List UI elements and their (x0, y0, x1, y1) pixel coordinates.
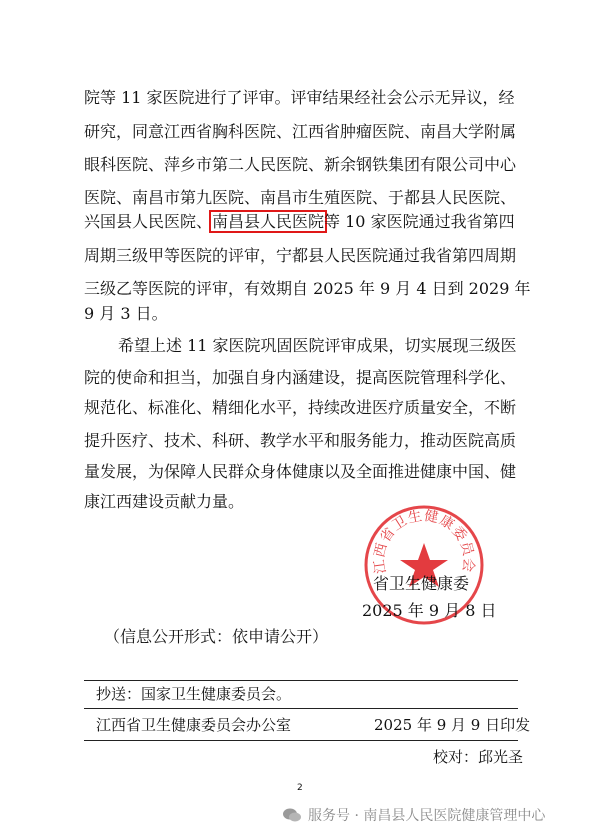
para2-line-3: 规范化、标准化、精细化水平，持续改进医疗质量安全，不断 (84, 398, 517, 417)
para2-line-5: 量发展，为保障人民群众身体健康以及全面推进健康中国、健 (84, 462, 517, 481)
para2-line-4: 提升医疗、技术、科研、教学水平和服务能力，推动医院高质 (84, 431, 517, 450)
middle-rule (84, 708, 518, 709)
bottom-rule (84, 740, 518, 741)
body-line-5-prefix: 兴国县人民医院、 (84, 212, 213, 231)
cc-line: 抄送：国家卫生健康委员会。 (96, 685, 292, 703)
disclosure-note: （信息公开形式：依申请公开） (104, 627, 329, 646)
proofreader: 校对：邱光圣 (433, 748, 524, 766)
body-line-6: 周期三级甲等医院的评审，宁都县人民医院通过我省第四周期 (84, 246, 517, 265)
body-line-4: 医院、南昌市第九医院、南昌市生殖医院、于都县人民医院、 (84, 188, 517, 207)
page-number: 2 (297, 783, 303, 793)
body-line-2: 研究，同意江西省胸科医院、江西省肿瘤医院、南昌大学附属 (84, 122, 517, 141)
wechat-icon (282, 807, 302, 823)
signature-org: 省卫生健康委 (373, 574, 470, 593)
para2-line-1: 希望上述 11 家医院巩固医院评审成果，切实展现三级医 (118, 336, 517, 355)
highlighted-hospital-name: 南昌县人民医院 (209, 210, 327, 233)
signature-date: 2025 年 9 月 8 日 (362, 601, 497, 620)
para2-line-2: 院的使命和担当，加强自身内涵建设，提高医院管理科学化、 (84, 368, 517, 387)
body-line-5 (84, 212, 515, 232)
watermark (282, 805, 545, 825)
issuer: 江西省卫生健康委员会办公室 (96, 716, 292, 734)
body-line-3: 眼科医院、萍乡市第二人民医院、新余钢铁集团有限公司中心 (84, 155, 517, 174)
body-line-5-suffix: 等 10 家医院通过我省第四 (324, 212, 515, 231)
body-line-1: 院等 11 家医院进行了评审。评审结果经社会公示无异议，经 (84, 88, 515, 107)
body-line-8: 9 月 3 日。 (84, 304, 168, 323)
body-line-7: 三级乙等医院的评审，有效期自 2025 年 9 月 4 日到 2029 年 (84, 279, 531, 298)
para2-line-6: 康江西建设贡献力量。 (84, 492, 245, 511)
seal-text: 江西省卫生健康委员会 (371, 508, 477, 575)
watermark-text: 服务号 · 南昌县人民医院健康管理中心 (308, 808, 546, 824)
top-rule (84, 680, 518, 681)
print-date: 2025 年 9 月 9 日印发 (374, 716, 531, 734)
